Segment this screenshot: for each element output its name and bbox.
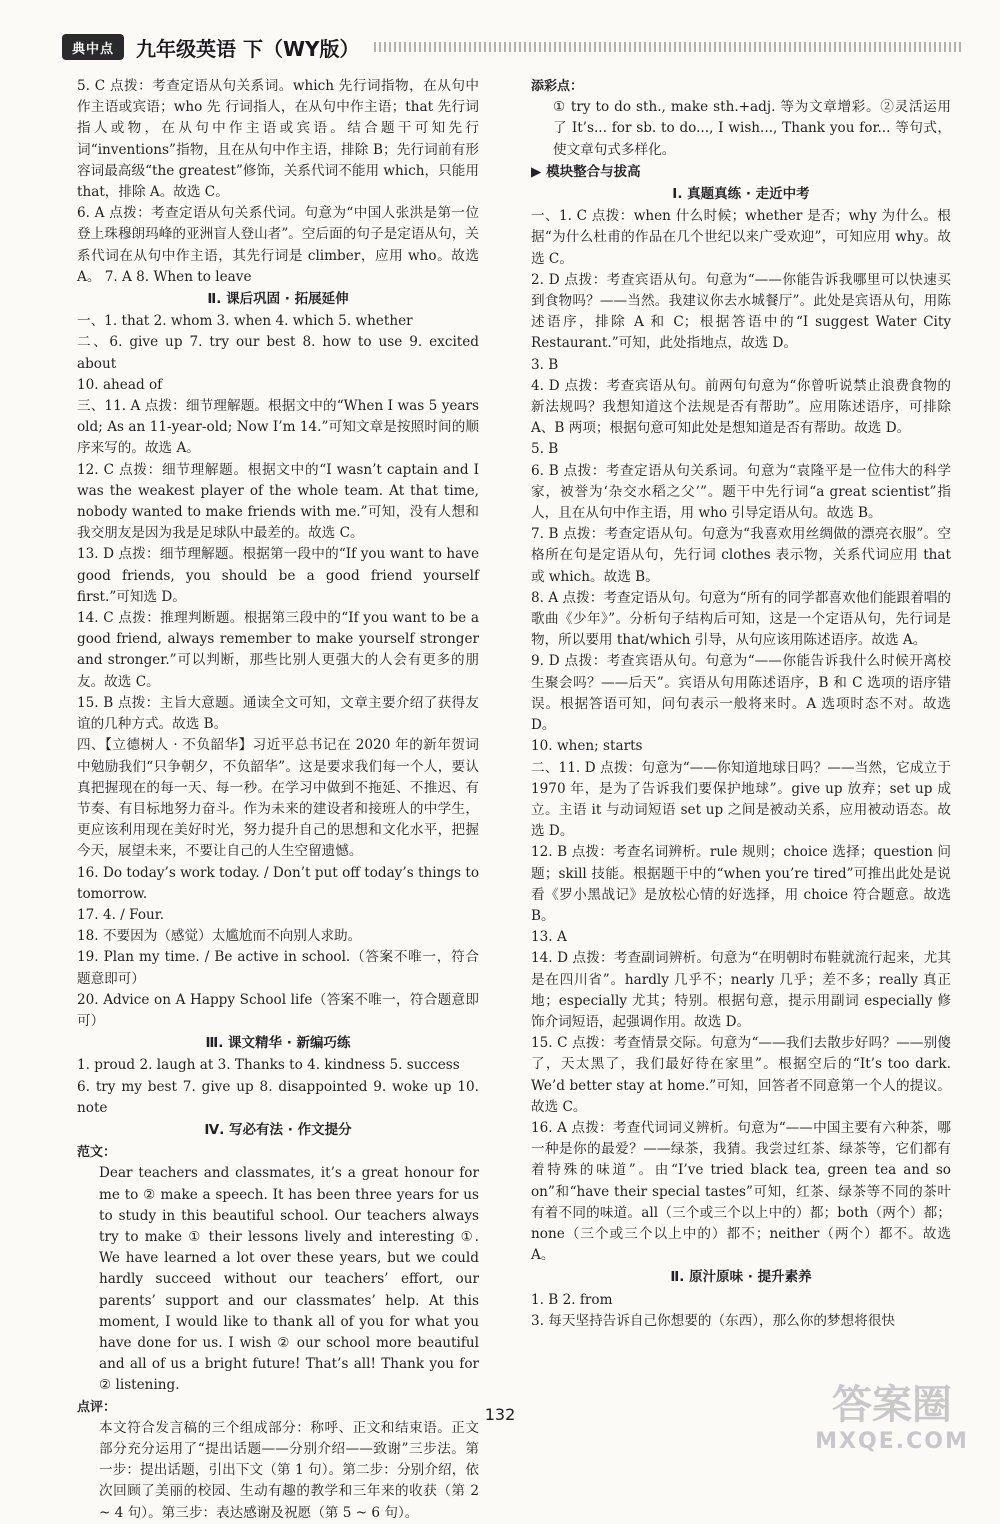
answer-paragraph: 12. C 点拨：细节理解题。根据文中的“I wasn’t captain and I was the weakest player of the whole team. At that time, nobody wanted to make friends with me.”可知，没有人想和我交朋友是因为我是足球队中最差的。故选 C。: [77, 461, 479, 542]
watermark: [792, 1381, 992, 1463]
answer-paragraph: 10. when; starts: [531, 738, 643, 755]
answer-paragraph: 1. B 2. from: [531, 1291, 613, 1308]
answer-paragraph: 17. 4. / Four.: [77, 906, 165, 923]
page-header: [62, 30, 962, 64]
answer-paragraph: 6. B 点拨：考查定语从句关系词。句意为“袁隆平是一位伟大的科学家，被誉为‘杂交水稻之父’”。题干中先行词“a great scientist”指人，且在从句中作主语，用 who 引导定语从句。故选 B。: [531, 462, 951, 522]
answer-paragraph: 一、1. that 2. whom 3. when 4. which 5. whether: [77, 313, 413, 330]
answer-paragraph: 3. 每天坚持告诉自己你想要的（东西），那么你的梦想将很快: [531, 1312, 895, 1329]
answer-paragraph: 16. Do today’s work today. / Don’t put off today’s things to tomorrow.: [77, 864, 479, 902]
answer-paragraph: 13. A: [531, 929, 567, 946]
answer-paragraph: 5. B: [531, 441, 559, 458]
section-label: 点评：: [77, 1399, 117, 1415]
page-number: 132: [484, 1405, 516, 1424]
module-heading: ▶ 模块整合与拔高: [531, 163, 641, 180]
answer-paragraph: 10. ahead of: [77, 376, 163, 393]
body-paragraph: 本文符合发言稿的三个组成部分：称呼、正文和结束语。正文部分充分运用了“提出话题——分别介绍——致谢”三步法。第一步：提出话题，引出下文（第 1 句）。第二步：分别介绍，依次回顾了美丽的校园、生动有趣的教学和三年来的收获（第 2 ~ 4 句）。第三步：表达感谢及祝愿（第 5 ~ 6 句）。: [99, 1419, 479, 1521]
answer-paragraph: 6. A 点拨：考查定语从句关系代词。句意为“中国人张洪是第一位登上珠穆朗玛峰的亚洲盲人登山者”。空后面的句子是定语从句，关系代词在从句中作主语，其先行词是 climber，应用 who。故选 A。 7. A 8. When to leave: [77, 205, 479, 285]
answer-paragraph: 四、【立德树人 · 不负韶华】习近平总书记在 2020 年的新年贺词中勉励我们“只争朝夕，不负韶华”。这是要求我们每一个人，要认真把握现在的每一天、每一秒。在学习中做到不拖延、不推迟、有节奏、有目标地努力奋斗。作为未来的建设者和接班人的中学生，更应该利用现在美好时光，努力提升自己的思想和文化水平，把握今天，展望未来，不要让自己的人生空留遗憾。: [77, 737, 479, 860]
answer-paragraph: 20. Advice on A Happy School life（答案不唯一，符合题意即可）: [77, 991, 479, 1029]
answer-paragraph: 5. C 点拨：考查定语从句关系词。which 先行词指物，在从句中作主语或宾语；who 先 行词指人，在从句中作主语；that 先行词指人或物，在从句中作主语或宾语。结合题干可知先行词“inventions”指物，且在从句中作主语，排除 B；先行词前有形容词最高级“the greatest”修饰，关系代词不能用 which，只能用 that，排除 A。故选 C。: [77, 78, 479, 201]
answer-paragraph: 2. D 点拨：考查宾语从句。句意为“——你能告诉我哪里可以快速买到食物吗？——当然。我建议你去水城餐厅”。此处是宾语从句，用陈述语序，排除 A 和 C；根据答语中的“I suggest Water City Restaurant.”可知，此处指地点，故选 D。: [531, 271, 951, 352]
answer-paragraph: 二、6. give up 7. try our best 8. how to use 9. excited about: [77, 334, 479, 372]
answer-paragraph: 6. try my best 7. give up 8. disappointed 9. woke up 10. note: [77, 1078, 479, 1116]
answer-paragraph: 三、11. A 点拨：细节理解题。根据文中的“When I was 5 years old; As an 11-year-old; Now I’m 14.”可知文章是按照时间的顺序来写的。故选 A。: [77, 398, 479, 457]
section-heading: Ⅳ. 写必有法 · 作文提分: [204, 1121, 352, 1138]
watermark-logo: 答案圈: [832, 1382, 952, 1428]
header-rule: [374, 42, 962, 52]
answer-paragraph: 15. B 点拨：主旨大意题。通读全文可知，文章主要介绍了获得友谊的几种方式。故选 B。: [77, 694, 479, 733]
section-heading: Ⅲ. 课文精华 · 新编巧练: [205, 1035, 351, 1052]
answer-paragraph: 18. 不要因为（感觉）太尴尬而不向别人求助。: [77, 928, 362, 945]
left-column: [77, 76, 479, 1524]
section-heading: Ⅰ. 真题真练 · 走近中考: [672, 186, 810, 203]
header-title: 九年级英语 下（WY版）: [136, 36, 360, 61]
answer-paragraph: 二、11. D 点拨：句意为“——你知道地球日吗？——当然，它成立于 1970 年，是为了告诉我们要保护地球”。give up 放弃；set up 成立。主语 it 与动词短语 set up 之间是被动关系，应用被动语态。故选 D。: [531, 759, 951, 840]
section-heading: Ⅱ. 原汁原味 · 提升素养: [670, 1269, 812, 1286]
answer-paragraph: 7. B 点拨：考查定语从句。句意为“我喜欢用丝绸做的漂亮衣服”。空格所在句是定语从句，先行词 clothes 表示物，关系代词应用 that 或 which。故选 B。: [531, 526, 951, 585]
answer-paragraph: 14. D 点拨：考查副词辨析。句意为“在明朝时布鞋就流行起来，尤其是在四川省”。hardly 几乎不；nearly 几乎；差不多；really 真正地；especially 尤其；特别。根据句意，提示用副词 especially 修饰介词短语，起强调作用。故选 D。: [531, 950, 951, 1030]
section-heading: Ⅱ. 课后巩固 · 拓展延伸: [207, 291, 349, 308]
book-logo: 典中点: [62, 34, 124, 60]
answer-paragraph: 15. C 点拨：考查情景交际。句意为“——我们去散步好吗？——别傻了，天太黑了，我们最好待在家里”。根据空后的“It’s too dark. We’d better stay at home.”可知，回答者不同意第一个人的提议。故选 C。: [531, 1035, 951, 1115]
section-label: 范文：: [77, 1145, 117, 1161]
body-paragraph: ① try to do sth., make sth.+adj. 等为文章增彩。②灵活运用了 It’s... for sb. to do..., I wish..., Thank you for... 等句式，使文章句式多样化。: [553, 99, 951, 158]
answer-paragraph: 9. D 点拨：考查宾语从句。句意为“——你能告诉我什么时候开离校生聚会吗？——后天”。宾语从句用陈述语序，B 和 C 选项的语序错误。根据答语可知，问句表示一般将来时。A 选项时态不对。故选 D。: [531, 653, 951, 734]
answer-paragraph: 8. A 点拨：考查定语从句。句意为“所有的同学都喜欢他们能跟着唱的歌曲《少年》”。分析句子结构后可知，这是一个定语从句，先行词是物，所以要用 that/which 引导，从句应该用陈述语序。故选 A。: [531, 589, 951, 649]
answer-paragraph: 14. C 点拨：推理判断题。根据第三段中的“If you want to be a good friend, always remember to make yourself stronger and stronger.”可以判断，那些比别人更强大的人会有更多的朋友。故选 C。: [77, 610, 479, 690]
body-paragraph: Dear teachers and classmates, it’s a great honour for me to ② make a speech. It has been three years for us to study in this beautiful school. Our teachers always try to make ① their lessons lively and interesting ①. We have learned a lot over these years, but we could hardly succeed without our teachers’ effort, our parents’ support and our classmates’ help. At this moment, I would like to thank all of you for what you have done for us. I wish ② our school more beautiful and all of us a bright future! That’s all! Thank you for ② listening.: [99, 1165, 479, 1394]
answer-paragraph: 一、1. C 点拨：when 什么时候；whether 是否；why 为什么。根据“为什么杜甫的作品在几个世纪以来广受欢迎”，可知应用 why。故选 C。: [531, 208, 951, 267]
answer-paragraph: 1. proud 2. laugh at 3. Thanks to 4. kindness 5. success: [77, 1057, 460, 1074]
answer-paragraph: 4. D 点拨：考查宾语从句。前两句句意为“你曾听说禁止浪费食物的新法规吗？我想知道这个法规是否有帮助”。应用陈述语序，可排除 A、B 两项；根据句意可知此处是想知道是否有帮助。故选 D。: [531, 377, 951, 437]
answer-paragraph: 16. A 点拨：考查代词词义辨析。句意为“——中国主要有六种茶，哪一种是你的最爱？——绿茶，我猜。我尝过红茶、绿茶等，它们都有着特殊的味道”。由“I’ve tried black tea, green tea and so on”和“have their special tastes”可知，红茶、绿茶等不同的茶叶有着不同的味道。all（三个或三个以上中的）都；both（两个）都；none（三个或三个以上中的）都不；neither（两个）都不。故选 A。: [531, 1119, 951, 1264]
watermark-url: MXQE.COM: [815, 1429, 969, 1454]
section-label: 添彩点：: [531, 79, 584, 94]
right-column: [531, 76, 951, 1332]
answer-paragraph: 3. B: [531, 356, 559, 373]
answer-paragraph: 12. B 点拨：考查名词辨析。rule 规则；choice 选择；question 问题；skill 技能。根据题干中的“when you’re tired”可推出此处是说看《罗小黑战记》是放松心情的好选择，用 choice 符合题意。故选 B。: [531, 844, 951, 924]
answer-paragraph: 19. Plan my time. / Be active in school.（答案不唯一，符合题意即可）: [77, 949, 479, 987]
answer-paragraph: 13. D 点拨：细节理解题。根据第一段中的“If you want to have good friends, you should be a good friend yourself first.”可知选 D。: [77, 546, 479, 605]
